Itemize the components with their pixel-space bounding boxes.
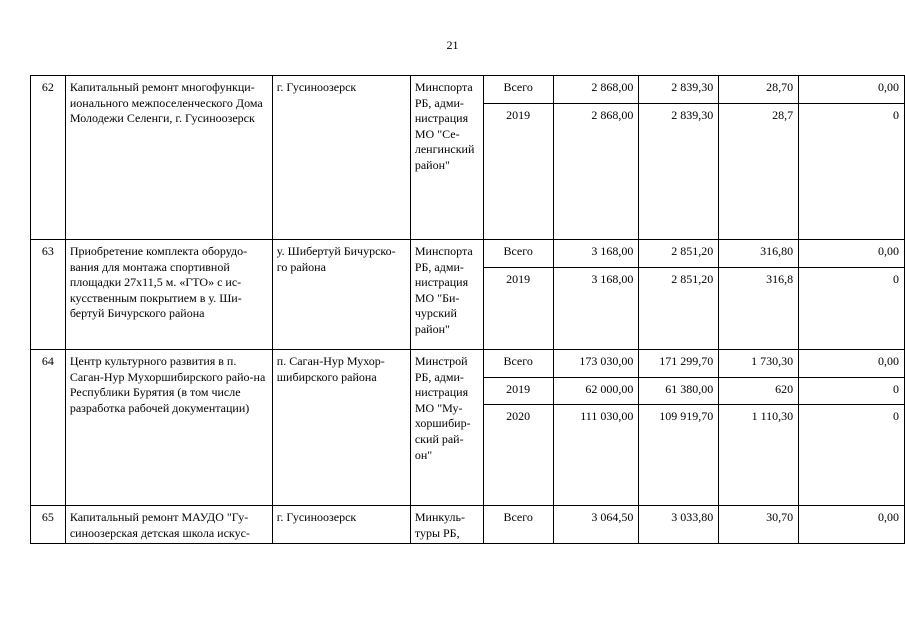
responsible-org: Минкуль-туры РБ, xyxy=(410,506,483,544)
period-label: Всего xyxy=(483,350,553,378)
amount-other: 0 xyxy=(799,405,905,506)
responsible-org: Минспорта РБ, адми-нистрация МО "Би-чурский район" xyxy=(410,240,483,350)
table-row xyxy=(31,350,905,378)
table-row xyxy=(31,240,905,268)
table-row xyxy=(31,76,905,104)
period-label: 2019 xyxy=(483,268,553,350)
responsible-org: Минспорта РБ, адми-нистрация МО "Се-ленгинский район" xyxy=(410,76,483,240)
period-label: Всего xyxy=(483,506,553,544)
amount-other: 0,00 xyxy=(799,240,905,268)
amount-other: 0 xyxy=(799,378,905,405)
amount-mo: 1 110,30 xyxy=(719,405,799,506)
amount-total: 173 030,00 xyxy=(553,350,638,378)
period-label: 2019 xyxy=(483,104,553,240)
amount-other: 0,00 xyxy=(799,350,905,378)
program-table xyxy=(30,75,905,544)
row-number: 65 xyxy=(31,506,66,544)
amount-total: 2 868,00 xyxy=(553,76,638,104)
amount-total: 111 030,00 xyxy=(553,405,638,506)
amount-total: 2 868,00 xyxy=(553,104,638,240)
responsible-org: Минстрой РБ, адми-нистрация МО "Му-хоршибир-ский рай-он" xyxy=(410,350,483,506)
amount-rb: 109 919,70 xyxy=(639,405,719,506)
amount-mo: 28,70 xyxy=(719,76,799,104)
object-location: у. Шибертуй Бичурско-го района xyxy=(272,240,410,350)
row-number: 63 xyxy=(31,240,66,350)
amount-rb: 2 851,20 xyxy=(639,268,719,350)
amount-mo: 30,70 xyxy=(719,506,799,544)
amount-rb: 2 839,30 xyxy=(639,104,719,240)
period-label: Всего xyxy=(483,240,553,268)
amount-rb: 2 851,20 xyxy=(639,240,719,268)
period-label: Всего xyxy=(483,76,553,104)
object-location: г. Гусиноозерск xyxy=(272,506,410,544)
amount-total: 3 168,00 xyxy=(553,240,638,268)
amount-other: 0 xyxy=(799,104,905,240)
object-name: Центр культурного развития в п. Саган-Нур Мухоршибирского райо-на Республики Бурятия (в том числе разработка рабочей документации) xyxy=(65,350,272,506)
row-number: 64 xyxy=(31,350,66,506)
amount-total: 62 000,00 xyxy=(553,378,638,405)
amount-rb: 2 839,30 xyxy=(639,76,719,104)
row-number: 62 xyxy=(31,76,66,240)
amount-mo: 620 xyxy=(719,378,799,405)
object-name: Капитальный ремонт многофункци-ионального межпоселенческого Дома Молодежи Селенги, г. Гусиноозерск xyxy=(65,76,272,240)
amount-other: 0,00 xyxy=(799,506,905,544)
object-location: п. Саган-Нур Мухор-шибирского района xyxy=(272,350,410,506)
amount-rb: 171 299,70 xyxy=(639,350,719,378)
amount-total: 3 168,00 xyxy=(553,268,638,350)
amount-mo: 28,7 xyxy=(719,104,799,240)
table-row xyxy=(31,506,905,544)
period-label: 2020 xyxy=(483,405,553,506)
object-name: Капитальный ремонт МАУДО "Гу-синоозерская детская школа искус- xyxy=(65,506,272,544)
amount-rb: 61 380,00 xyxy=(639,378,719,405)
period-label: 2019 xyxy=(483,378,553,405)
amount-rb: 3 033,80 xyxy=(639,506,719,544)
object-location: г. Гусиноозерск xyxy=(272,76,410,240)
amount-mo: 316,80 xyxy=(719,240,799,268)
amount-other: 0,00 xyxy=(799,76,905,104)
page-number: 21 xyxy=(446,38,459,52)
amount-mo: 316,8 xyxy=(719,268,799,350)
amount-total: 3 064,50 xyxy=(553,506,638,544)
amount-mo: 1 730,30 xyxy=(719,350,799,378)
object-name: Приобретение комплекта оборудо-вания для монтажа спортивной площадки 27x11,5 м. «ГТО» с ис-кусственным покрытием в у. Ши-бертуй Бичурского района xyxy=(65,240,272,350)
amount-other: 0 xyxy=(799,268,905,350)
